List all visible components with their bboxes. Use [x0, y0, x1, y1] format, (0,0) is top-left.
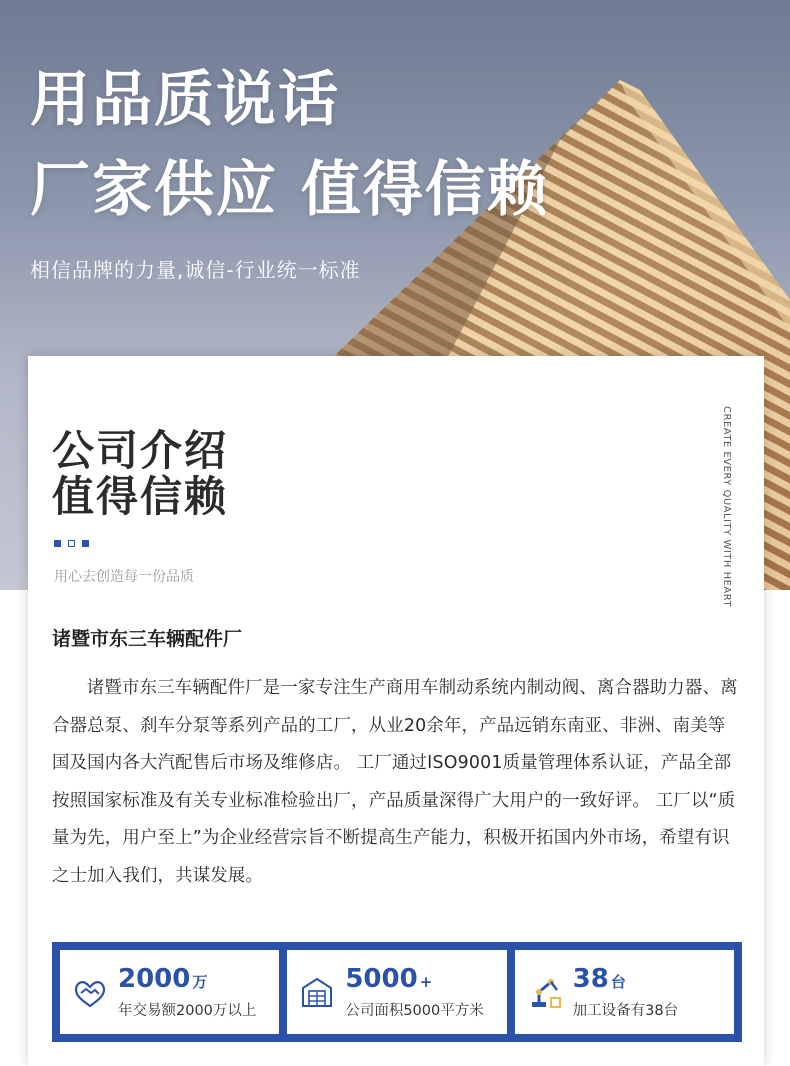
stat-unit: 台	[610, 973, 626, 991]
stats-bar	[52, 942, 742, 1042]
stat-trade-volume	[60, 950, 279, 1034]
stat-value: 5000	[345, 964, 418, 994]
company-name: 诸暨市东三车辆配件厂	[52, 628, 243, 650]
stat-equipment	[515, 950, 734, 1034]
dot-hollow	[68, 540, 75, 547]
robot-arm-icon	[527, 974, 563, 1010]
hero-title-line1: 用品质说话	[30, 65, 340, 135]
company-intro-card	[28, 356, 764, 1066]
stat-label: 年交易额2000万以上	[118, 1003, 257, 1019]
stat-label: 加工设备有38台	[572, 1003, 679, 1019]
vertical-tagline: CREATE EVERY QUALITY WITH HEART	[721, 406, 732, 608]
intro-title-line2: 值得信赖	[52, 472, 229, 521]
stat-area	[287, 950, 506, 1034]
dot-filled	[54, 540, 61, 547]
intro-title-line1: 公司介绍	[52, 426, 229, 475]
slogan: 用心去创造每一份品质	[54, 569, 194, 585]
company-description: 诸暨市东三车辆配件厂是一家专注生产商用车制动系统内制动阀、离合器助力器、离合器总泵、刹车分泵等系列产品的工厂，从业20余年，产品远销东南亚、非洲、南美等国及国内各大汽配售后市场及维修店。 工厂通过ISO9001质量管理体系认证，产品全部按照国家标准及有关专业标准检验出厂，产品质量深得广大用户的一致好评。 工厂以“质量为先，用户至上”为企业经营宗旨不断提高生产能力，积极开拓国内外市场，希望有识之士加入我们，共谋发展。	[52, 678, 738, 886]
stat-label: 公司面积5000平方米	[345, 1003, 484, 1019]
stat-value: 2000	[118, 964, 191, 994]
hero-title-line2: 厂家供应 值得信赖	[30, 155, 549, 225]
stat-value: 38	[572, 964, 609, 994]
warehouse-icon	[299, 974, 335, 1010]
intro-title	[52, 428, 228, 520]
stat-unit: 万	[192, 973, 208, 991]
hero-subtitle: 相信品牌的力量,诚信-行业统一标准	[30, 258, 361, 282]
dot-filled	[82, 540, 89, 547]
stat-unit: +	[419, 973, 433, 991]
decorative-dots	[54, 540, 89, 547]
handshake-icon	[72, 974, 108, 1010]
